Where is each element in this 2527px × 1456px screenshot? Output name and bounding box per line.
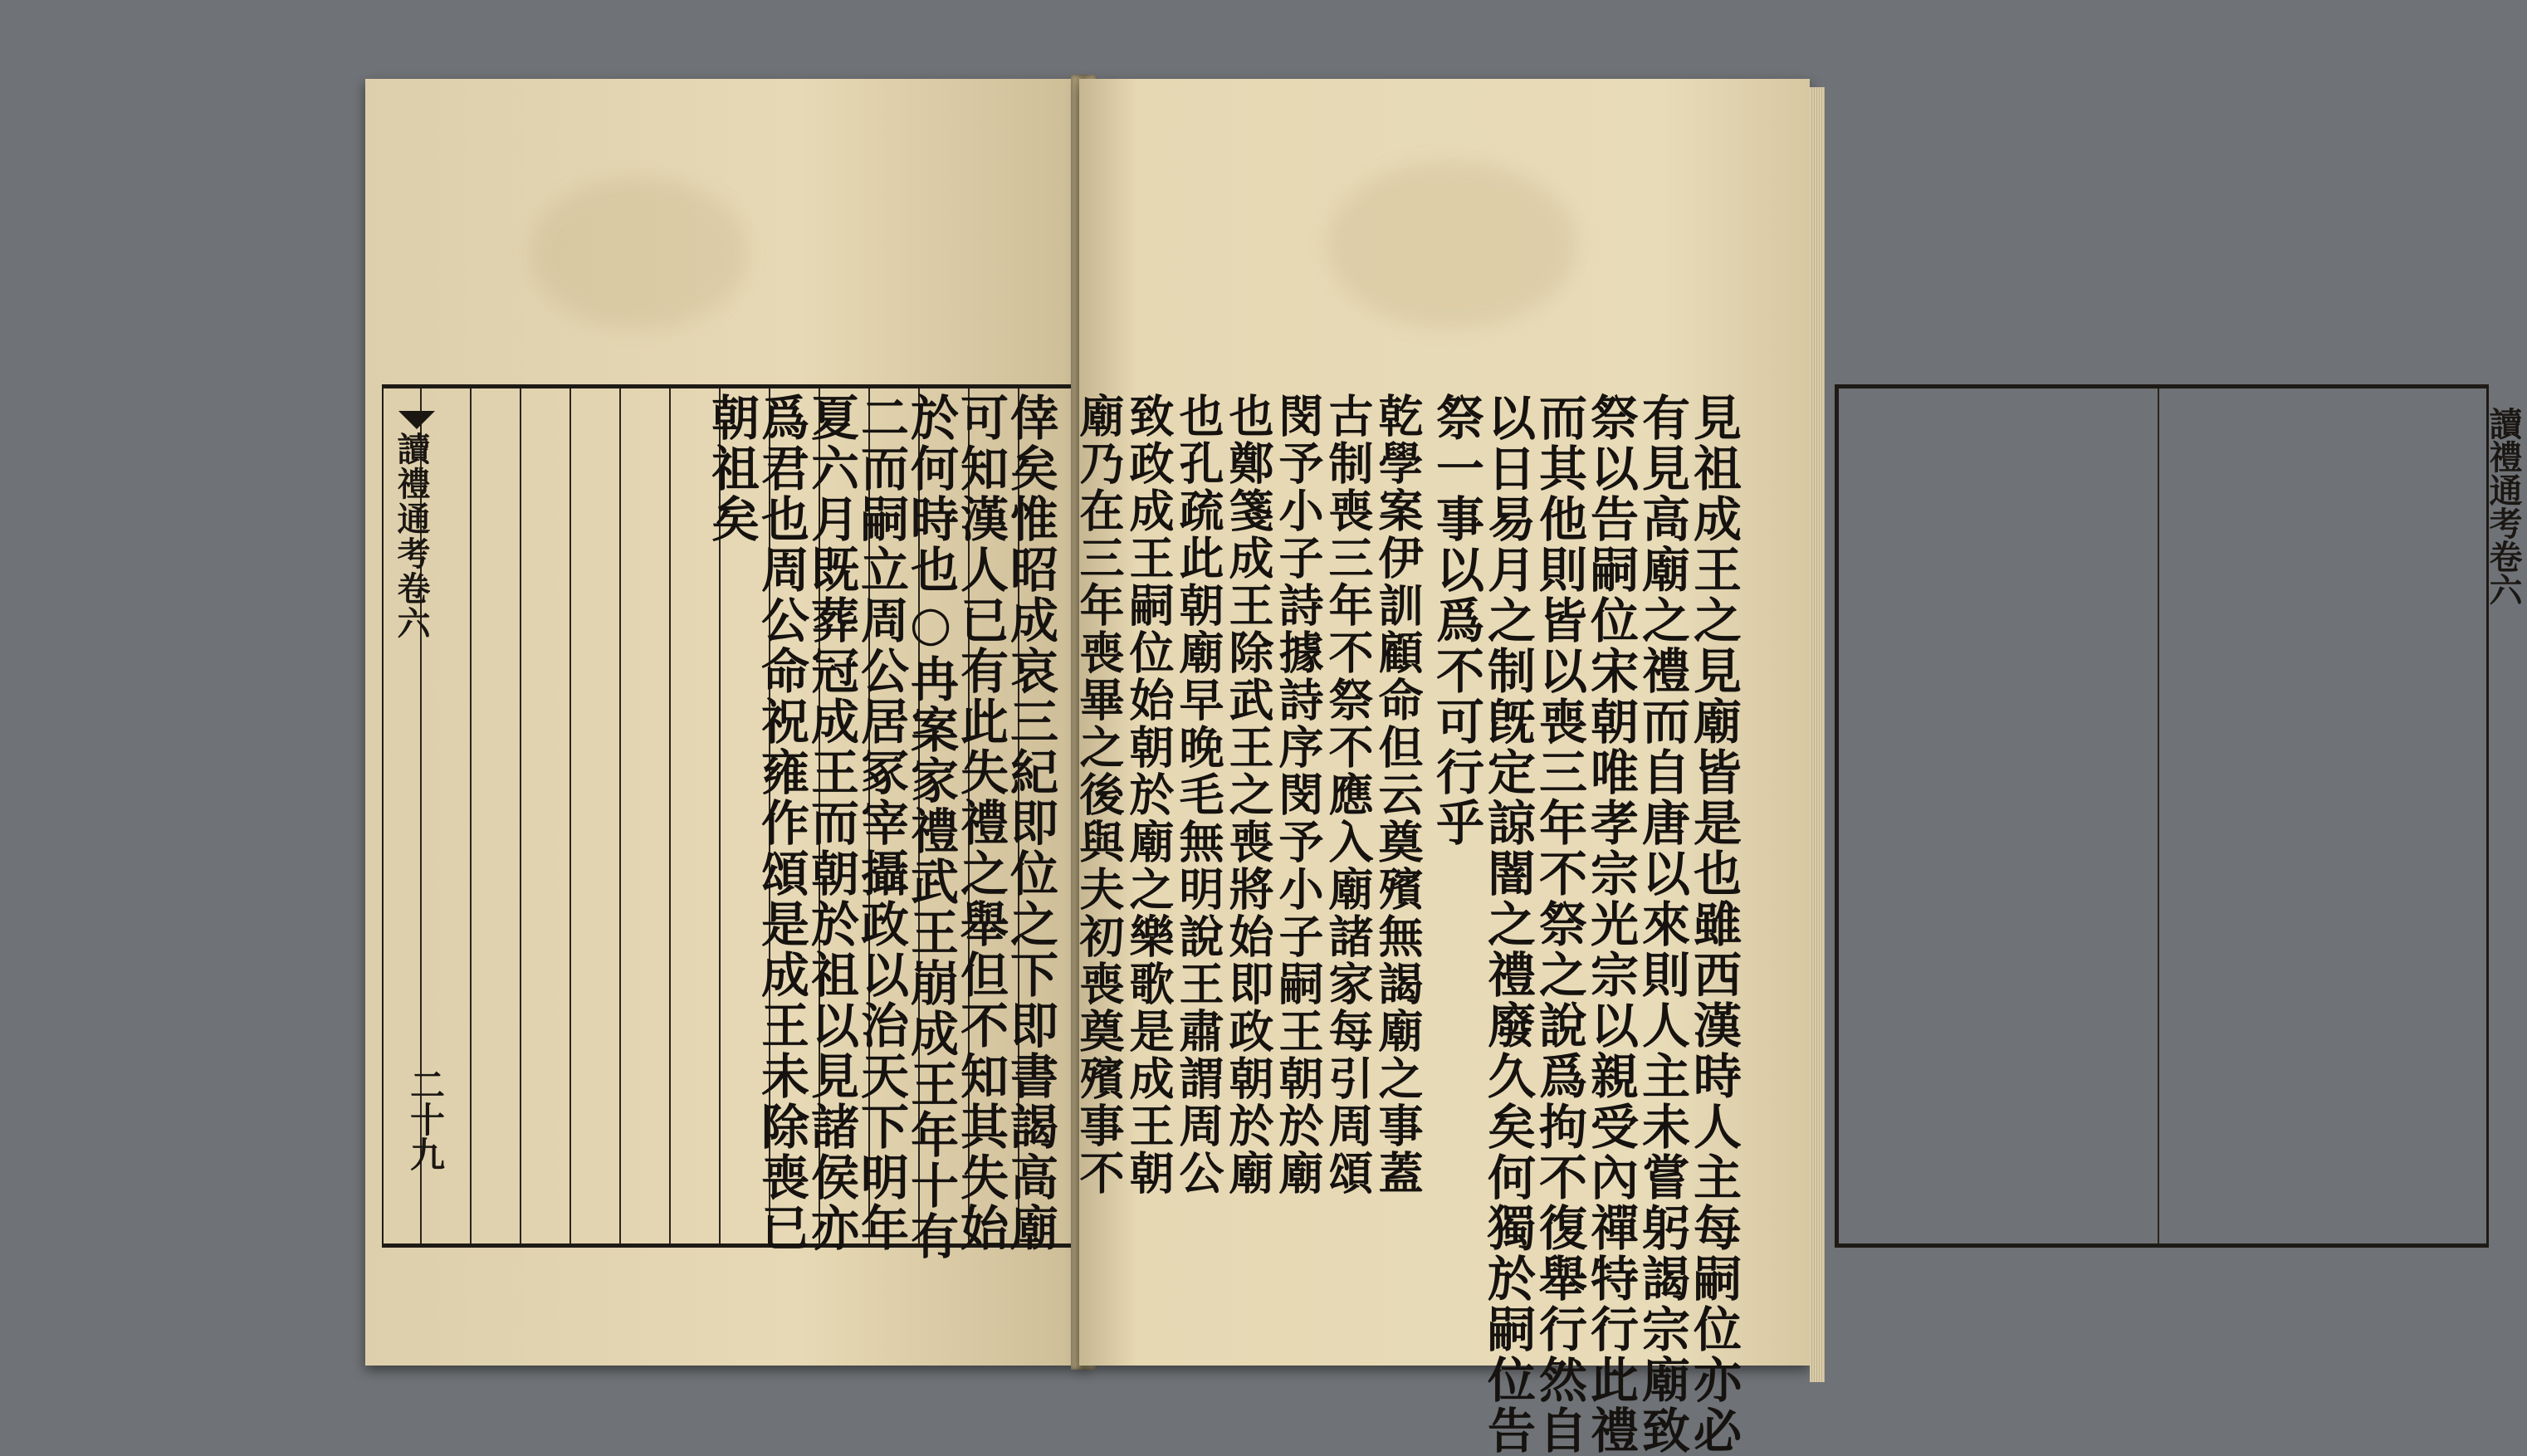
text-column: 致政成王嗣位始朝於廟之樂歌是成王朝 [1122,393,1176,1197]
right-page-header: 讀禮通考卷六 [2484,407,2523,606]
text-column: 倖矣惟昭成哀三紀即位之下即書謁高廟 [1002,393,1058,1253]
text-column: 於何時也○冉案家禮武王崩成王年十有 [902,393,959,1262]
paper-stain [1328,162,1577,328]
text-column: 爲君也周公命祝雍作頌是成王未除喪已 [753,393,809,1253]
right-page-frame [1835,384,2489,1248]
column-rule [470,388,472,1243]
text-column: 二而嗣立周公居冢宰攝政以治天下明年 [853,393,909,1253]
text-column: 而其他則皆以喪三年不祭之說爲拘不復舉行然自 [1531,393,1587,1456]
text-column: 夏六月既葬冠成王而朝於祖以見諸侯亦 [803,393,859,1253]
text-column: 古制喪三年不祭不應入廟諸家每引周頌 [1322,393,1375,1197]
column-rule [619,388,621,1243]
right-page [1073,79,2523,1456]
column-rule [569,388,571,1243]
open-book [349,58,2523,1456]
text-column: 廟乃在三年喪畢之後與夫初喪奠殯事不 [1073,393,1126,1197]
text-column: 也鄭箋成王除武王之喪將始即政朝於廟 [1222,393,1275,1197]
text-column: 見祖成王之見廟皆是也雖西漢時人主每嗣位亦必 [1685,393,1742,1456]
text-column: 有見高廟之禮而自唐以來則人主未嘗躬謁宗廟致 [1634,393,1690,1456]
text-column: 也孔疏此朝廟早晚毛無明說王肅謂周公 [1172,393,1225,1197]
left-page [365,79,1088,1366]
column-rule [669,388,671,1243]
paper-stain [531,178,747,328]
text-column: 祭一事以爲不可行乎 [1428,393,1484,848]
column-rule [520,388,521,1243]
page-edges [1810,87,1825,1382]
text-column: 以日易月之制旣定諒闇之禮廢久矣何獨於嗣位告 [1479,393,1536,1456]
book-title-strip: 讀禮通考卷六 [392,432,431,641]
text-column: 朝祖矣 [703,393,760,545]
folio-number: 二十九 [405,1067,446,1171]
text-column: 閔予小子詩據詩序閔予小子嗣王朝於廟 [1272,393,1325,1197]
text-column: 可知漢人已有此失禮之舉但不知其失始 [952,393,1009,1253]
text-column: 乾學案伊訓顧命但云奠殯無謁廟之事蓋 [1371,393,1425,1197]
text-column: 祭以告嗣位宋朝唯孝宗光宗以親受內禪特行此禮 [1582,393,1639,1456]
column-rule [2158,388,2159,1243]
